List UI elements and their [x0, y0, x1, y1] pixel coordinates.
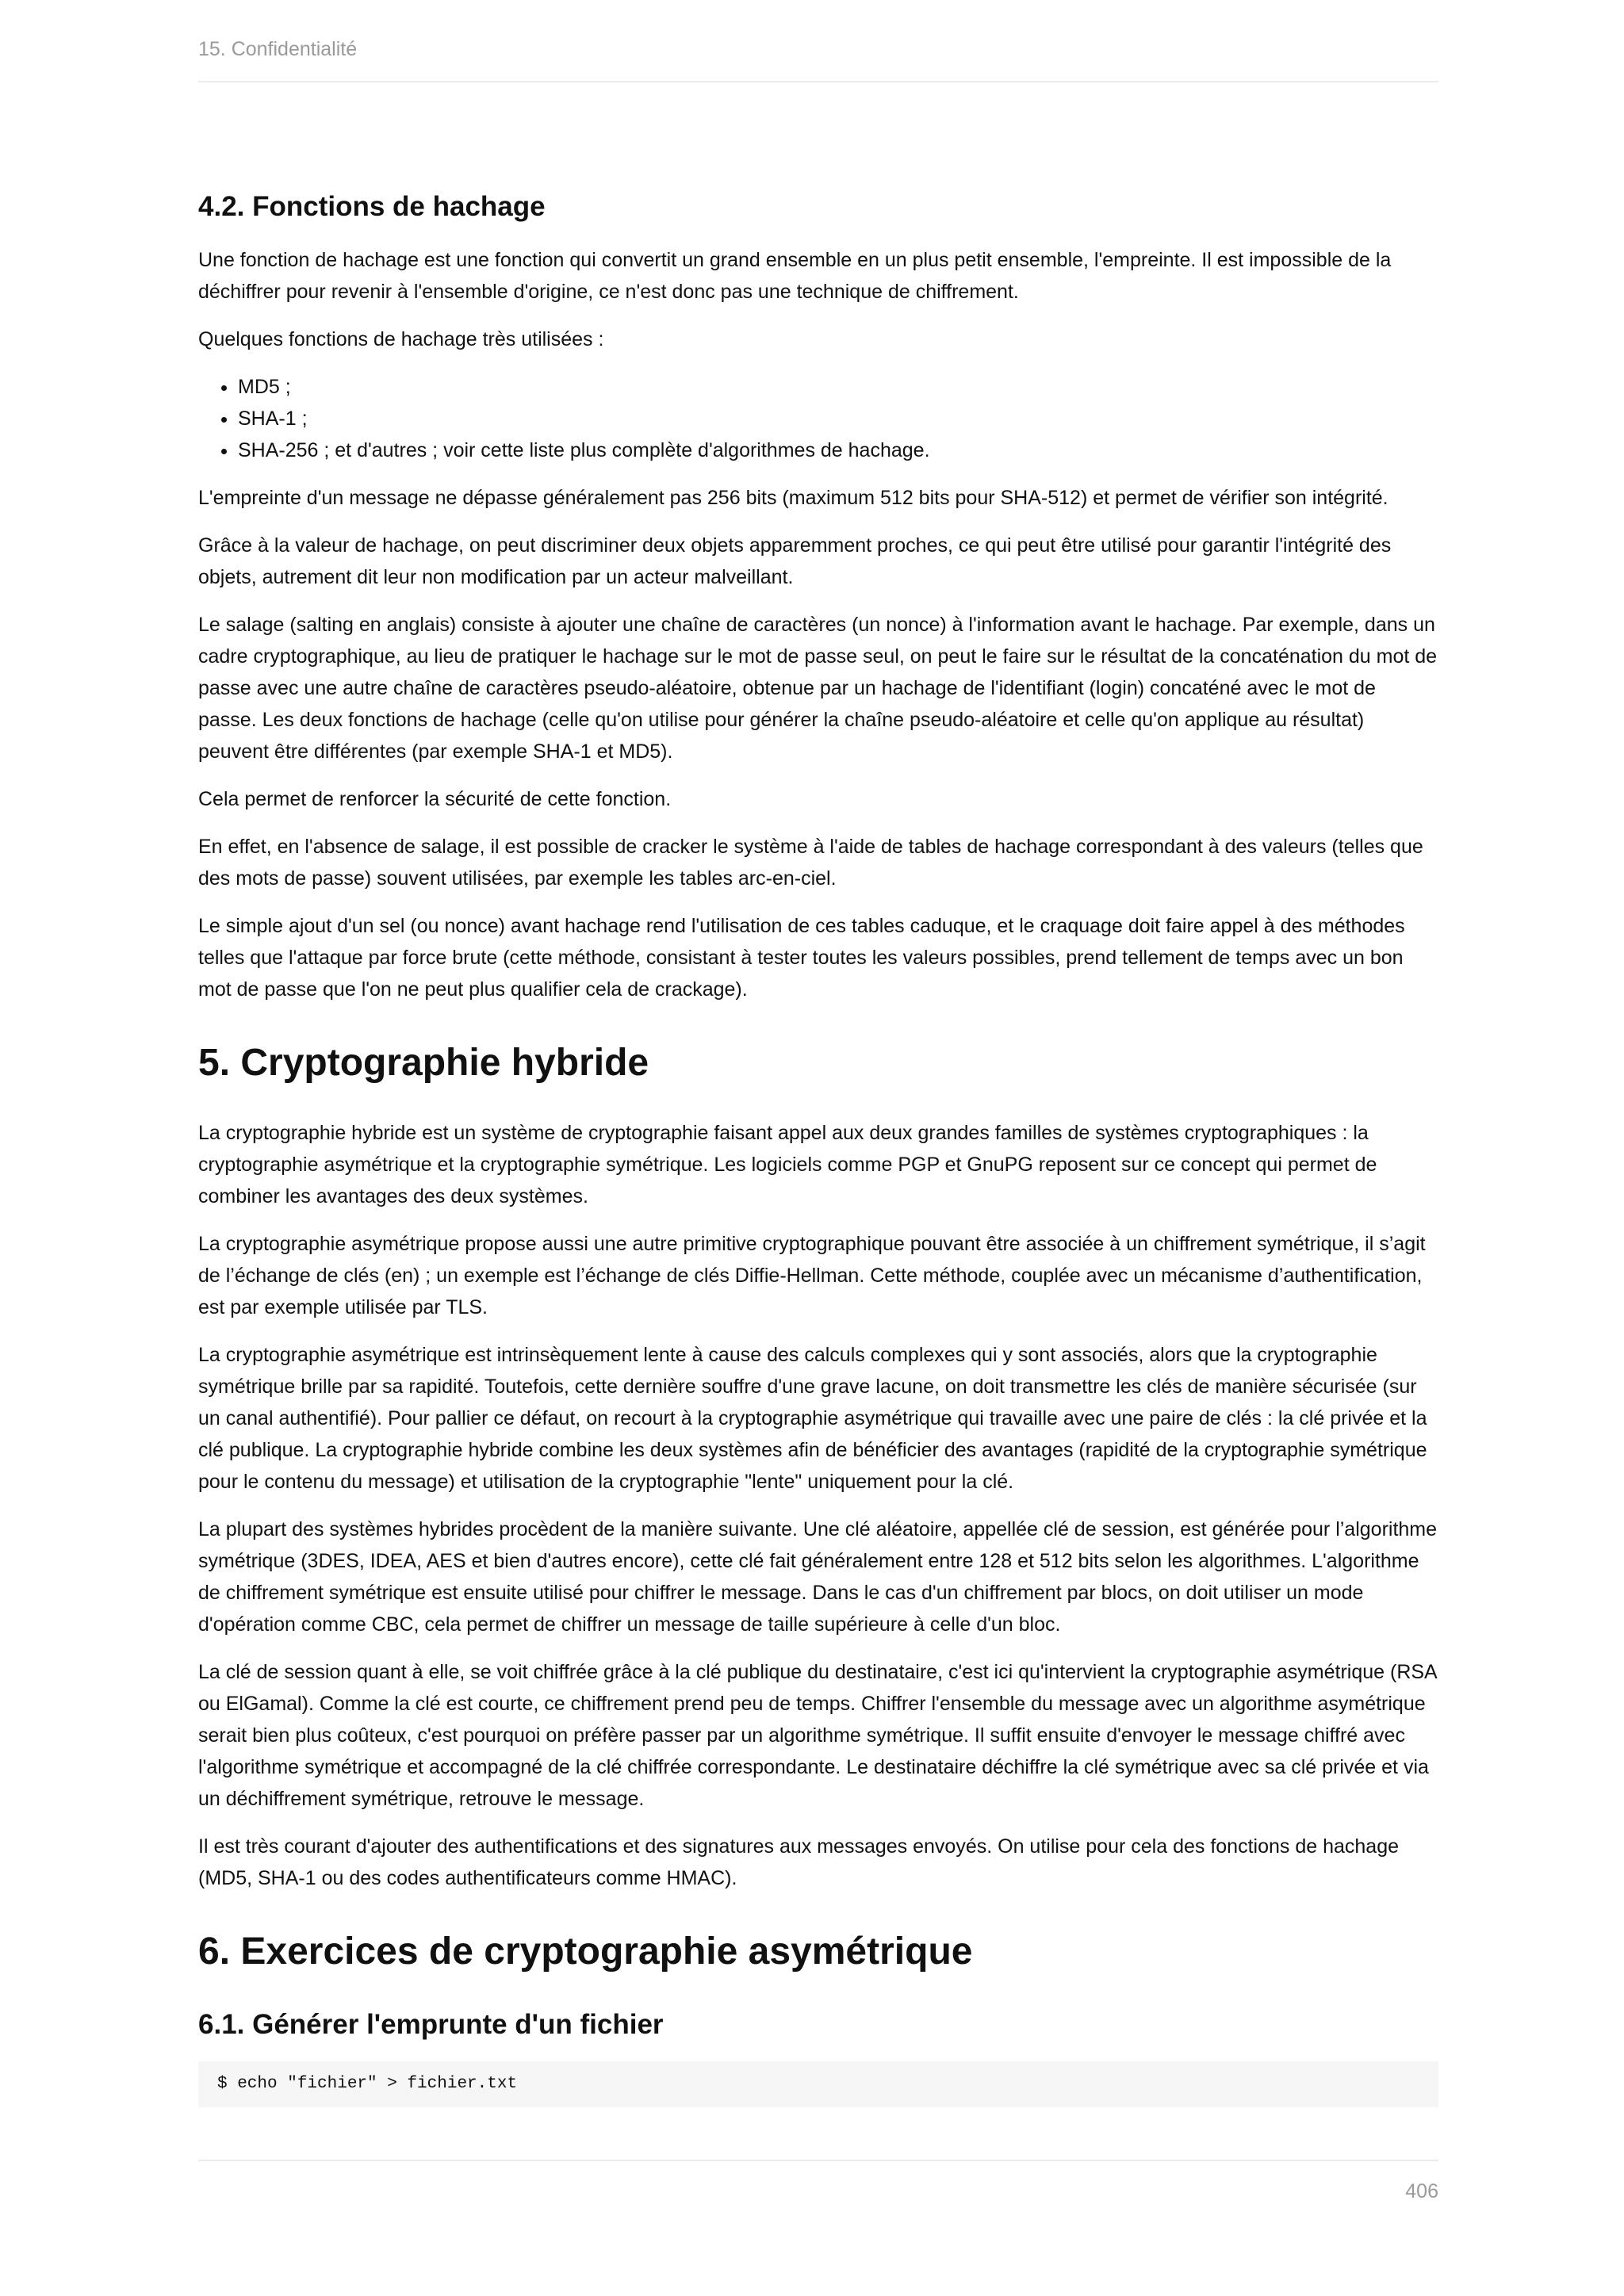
paragraph: Il est très courant d'ajouter des authentifications et des signatures aux messages envoyés. On utilise pour cela des fonctions de hachage (MD5, SHA-1 ou des codes authentificateurs comme HMAC).: [198, 1835, 1400, 1890]
paragraph: Le salage (salting en anglais) consiste à ajouter une chaîne de caractères (un nonce) à l'information avant le hachage. Par exemple, dans un cadre cryptographique, au lieu de pratiquer le hachage sur le mot de passe seul, on peut le faire sur le résultat de la concaténation du mot de passe avec une autre chaîne de caractères pseudo-aléatoire, obtenue par un hachage de l'identifiant (login) concaténé avec le mot de passe. Les deux fonctions de hachage (celle qu'on utilise pour générer la chaîne pseudo-aléatoire et celle qu'on applique au résultat) peuvent être différentes (par exemple SHA-1 et MD5).: [198, 613, 1438, 763]
paragraph: L'empreinte d'un message ne dépasse généralement pas 256 bits (maximum 512 bits pour SHA-512) et permet de vérifier son intégrité.: [198, 486, 1388, 509]
section-6-heading: 6. Exercices de cryptographie asymétrique: [198, 1931, 973, 1973]
paragraph: Quelques fonctions de hachage très utilisées :: [198, 327, 604, 350]
list-item: • SHA-256 ; et d'autres ; voir cette liste plus complète d'algorithmes de hachage.: [238, 434, 1438, 466]
section-4-2-heading: 4.2. Fonctions de hachage: [198, 191, 546, 222]
paragraph: Le simple ajout d'un sel (ou nonce) avant hachage rend l'utilisation de ces tables caduque, et le craquage doit faire appel à des méthodes telles que l'attaque par force brute (cette méthode, consistant à tester toutes les valeurs possibles, prend tellement de temps avec un bon mot de passe que l'on ne peut plus qualifier cela de crackage).: [198, 914, 1405, 1001]
hash-functions-list: [198, 371, 1438, 466]
paragraph: La clé de session quant à elle, se voit chiffrée grâce à la clé publique du destinataire, c'est ici qu'intervient la cryptographie asymétrique (RSA ou ElGamal). Comme la clé est courte, ce chiffrement prend peu de temps. Chiffrer l'ensemble du message avec un algorithme asymétrique serait bien plus coûteux, c'est pourquoi on préfère passer par un algorithme symétrique. Il suffit ensuite d'envoyer le message chiffré avec l'algorithme symétrique et accompagné de la clé chiffrée correspondante. Le destinataire déchiffre la clé symétrique avec sa clé privée et via un déchiffrement symétrique, retrouve le message.: [198, 1661, 1437, 1811]
page-number: 406: [1405, 2180, 1438, 2202]
code-block: $ echo "fichier" > fichier.txt: [198, 2061, 1438, 2107]
paragraph: La cryptographie hybride est un système de cryptographie faisant appel aux deux grandes familles de systèmes cryptographiques : la cryptographie asymétrique et la cryptographie symétrique. Les logiciels comme PGP et GnuPG reposent sur ce concept qui permet de combiner les avantages des deux systèmes.: [198, 1122, 1377, 1208]
paragraph: Une fonction de hachage est une fonction qui convertit un grand ensemble en un plus petit ensemble, l'empreinte. Il est impossible de la déchiffrer pour revenir à l'ensemble d'origine, ce n'est donc pas une technique de chiffrement.: [198, 248, 1392, 303]
running-header: 15. Confidentialité: [198, 38, 358, 60]
paragraph: Cela permet de renforcer la sécurité de cette fonction.: [198, 787, 672, 810]
list-item: • MD5 ;: [238, 371, 1438, 403]
footer-divider: [198, 2160, 1438, 2161]
section-6-1-heading: 6.1. Générer l'emprunte d'un fichier: [198, 2008, 664, 2040]
paragraph: La cryptographie asymétrique est intrinsèquement lente à cause des calculs complexes qui y sont associés, alors que la cryptographie symétrique brille par sa rapidité. Toutefois, cette dernière souffre d'une grave lacune, on doit transmettre les clés de manière sécurisée (sur un canal authentifié). Pour pallier ce défaut, on recourt à la cryptographie asymétrique qui travaille avec une paire de clés : la clé privée et la clé publique. La cryptographie hybride combine les deux systèmes afin de bénéficier des avantages (rapidité de la cryptographie symétrique pour le contenu du message) et utilisation de la cryptographie "lente" uniquement pour la clé.: [198, 1344, 1427, 1494]
header-divider: [198, 81, 1438, 82]
paragraph: La cryptographie asymétrique propose aussi une autre primitive cryptographique pouvant être associée à un chiffrement symétrique, il s’agit de l’échange de clés (en) ; un exemple est l’échange de clés Diffie-Hellman. Cette méthode, couplée avec un mécanisme d’authentification, est par exemple utilisée par TLS.: [198, 1233, 1426, 1319]
list-item: • SHA-1 ;: [238, 403, 1438, 434]
page-content: [198, 189, 1438, 2107]
document-page: [198, 0, 1438, 2296]
section-5-heading: 5. Cryptographie hybride: [198, 1041, 649, 1084]
paragraph: La plupart des systèmes hybrides procèdent de la manière suivante. Une clé aléatoire, appellée clé de session, est générée pour l’algorithme symétrique (3DES, IDEA, AES et bien d'autres encore), cette clé fait généralement entre 128 et 512 bits selon les algorithmes. L'algorithme de chiffrement symétrique est ensuite utilisé pour chiffrer le message. Dans le cas d'un chiffrement par blocs, on doit utiliser un mode d'opération comme CBC, cela permet de chiffrer un message de taille supérieure à celle d'un bloc.: [198, 1518, 1438, 1636]
paragraph: En effet, en l'absence de salage, il est possible de cracker le système à l'aide de tables de hachage correspondant à des valeurs (telles que des mots de passe) souvent utilisées, par exemple les tables arc-en-ciel.: [198, 835, 1423, 890]
paragraph: Grâce à la valeur de hachage, on peut discriminer deux objets apparemment proches, ce qui peut être utilisé pour garantir l'intégrité des objets, autrement dit leur non modification par un acteur malveillant.: [198, 534, 1392, 588]
